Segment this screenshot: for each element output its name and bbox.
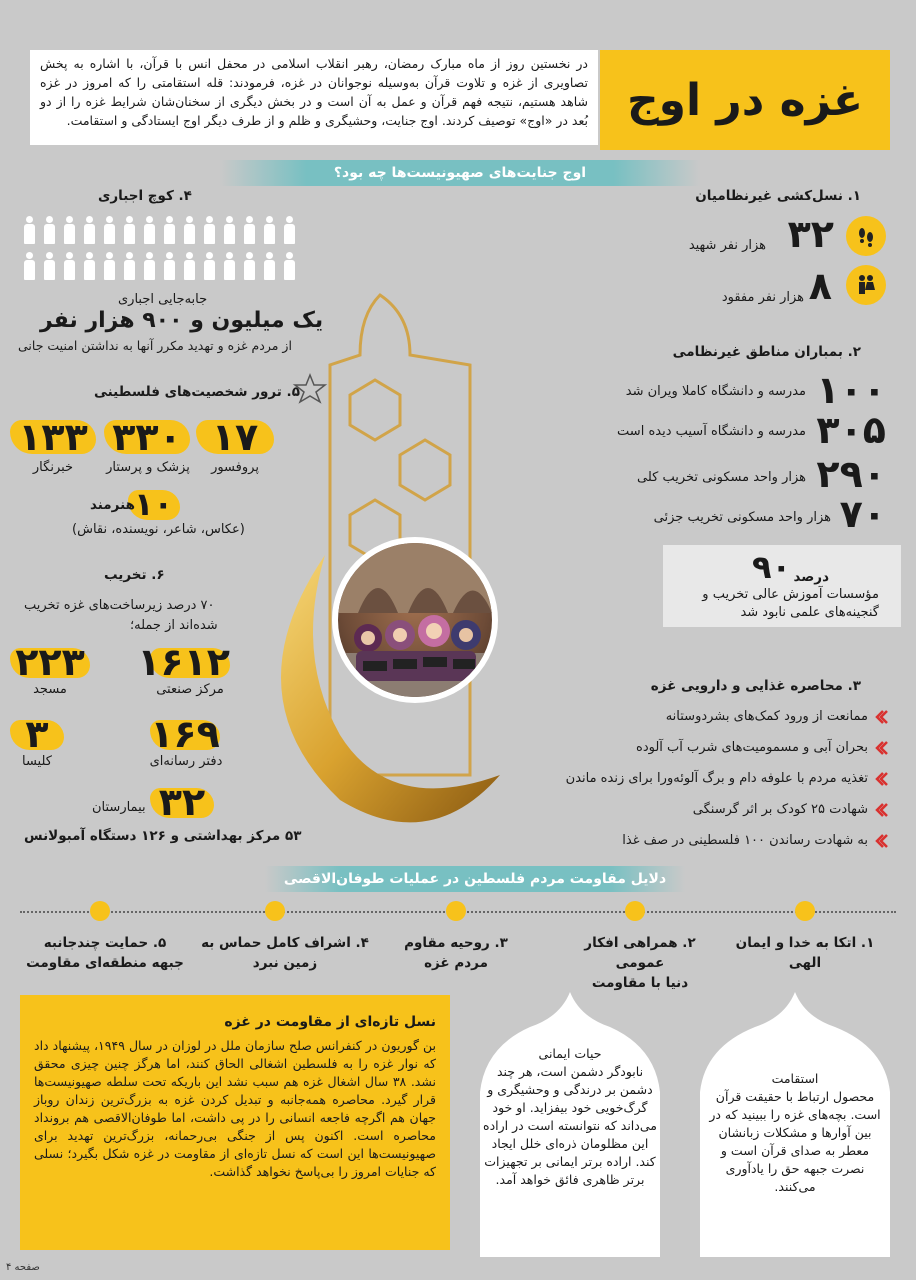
section6-title: ۶. تخریب — [104, 567, 165, 583]
footprints-icon — [846, 216, 886, 256]
timeline-dot — [265, 901, 285, 921]
person-icon — [242, 252, 256, 280]
chevron-left-icon — [874, 710, 888, 724]
infrastructure-line1: ۷۰ درصد زیرساخت‌های غزه تخریب — [24, 598, 215, 613]
person-icon — [122, 216, 136, 244]
person-icon — [222, 252, 236, 280]
displacement-caption: جابه‌جایی اجباری — [118, 292, 208, 307]
reason-1-line1: ۱. اتکا به خدا و ایمان — [735, 935, 875, 951]
higher-education-percent: ۹۰ — [751, 548, 791, 586]
chevron-left-icon — [874, 834, 888, 848]
higher-education-box — [663, 545, 901, 627]
industrial-centers-label: مرکز صنعتی — [156, 682, 224, 697]
timeline-dot — [795, 901, 815, 921]
destroyed-schools-label: مدرسه و دانشگاه کاملا ویران شد — [625, 384, 806, 399]
partial-destruction-label: هزار واحد مسکونی تخریب جزئی — [653, 510, 831, 525]
medics-number: ۳۳۰ — [112, 415, 182, 459]
artists-label: هنرمند — [90, 497, 135, 513]
blockade-list — [566, 701, 888, 856]
churches-label: کلیسا — [22, 754, 52, 769]
steadfastness-body: محصول ارتباط با حقیقت قرآن است. بچه‌های غزه را ببینید که در بین آوارها و مشکلات زبانشان معطر به صدای قرآن است و نصرت جبهه حق را یادآوری می‌کنند. — [709, 1089, 881, 1194]
faith-life-text — [482, 1045, 658, 1189]
higher-education-line1: مؤسسات آموزش عالی تخریب و — [702, 587, 879, 602]
person-icon — [22, 216, 36, 244]
person-icon — [202, 216, 216, 244]
new-generation-box — [20, 995, 450, 1250]
faith-life-title: حیات ایمانی — [538, 1046, 602, 1061]
chevron-left-icon — [874, 803, 888, 817]
higher-education-line2: گنجینه‌های علمی نابود شد — [740, 605, 879, 620]
section2-title: ۲. بمباران مناطق غیرنظامی — [672, 344, 861, 360]
chevron-left-icon — [874, 772, 888, 786]
list-item — [566, 732, 888, 763]
section4-title: ۴. کوچ اجباری — [98, 188, 192, 204]
reason-3-line1: ۳. روحیه مقاوم — [404, 935, 508, 951]
journalists-number: ۱۳۳ — [18, 415, 88, 459]
chevron-left-icon — [874, 741, 888, 755]
martyrs-label: هزار نفر شهید — [688, 238, 766, 253]
artists-detail: (عکاس، شاعر، نویسنده، نقاش) — [72, 522, 245, 537]
person-icon — [82, 216, 96, 244]
blockade-item-4: شهادت ۲۵ کودک بر اثر گرسنگی — [692, 802, 868, 817]
reason-5-line1: ۵. حمایت چندجانبه — [43, 935, 167, 951]
professors-label: پروفسور — [211, 460, 259, 475]
list-item — [566, 763, 888, 794]
infrastructure-line2: شده‌اند از جمله؛ — [130, 618, 218, 633]
resistance-ribbon: دلایل مقاومت مردم فلسطین در عملیات طوفان‌الاقصی — [265, 866, 685, 892]
section3-title: ۳. محاصره غذایی و دارویی غزه — [650, 678, 861, 694]
person-icon — [282, 216, 296, 244]
section5-title: ۵. ترور شخصیت‌های فلسطینی — [94, 384, 300, 400]
martyrs-number: ۳۲ — [787, 212, 834, 256]
person-icon — [202, 252, 216, 280]
reason-3-line2: مردم غزه — [424, 955, 488, 971]
person-icon — [102, 252, 116, 280]
new-generation-title: نسل تازه‌ای از مقاومت در غزه — [224, 1014, 436, 1030]
person-icon — [162, 252, 176, 280]
reason-5 — [20, 933, 190, 973]
page-title: غزه در اوج — [600, 50, 890, 150]
reason-4-line2: زمین نبرد — [252, 955, 318, 971]
steadfastness-text — [706, 1070, 884, 1196]
reason-4 — [200, 933, 370, 973]
people-icon — [846, 265, 886, 305]
reason-1-line2: الهی — [788, 955, 822, 971]
professors-number: ۱۷ — [211, 415, 259, 459]
blockade-item-2: بحران آبی و مسمومیت‌های شرب آب آلوده — [636, 740, 868, 755]
person-icon — [142, 252, 156, 280]
timeline-dot — [446, 901, 466, 921]
person-icon — [262, 252, 276, 280]
person-icon — [42, 252, 56, 280]
timeline-dot — [625, 901, 645, 921]
journalists-label: خبرنگار — [32, 460, 74, 475]
medics-label: پزشک و پرستار — [106, 460, 190, 475]
photo-girls-reading-quran — [332, 537, 498, 703]
person-icon — [262, 216, 276, 244]
displaced-count: یک میلیون و ۹۰۰ هزار نفر — [40, 308, 324, 333]
partial-destruction-number: ۷۰ — [839, 492, 886, 536]
destroyed-schools-number: ۱۰۰ — [816, 368, 886, 412]
hospitals-number: ۳۲ — [158, 780, 206, 824]
displacement-detail: از مردم غزه و تهدید مکرر آنها به نداشتن امنیت جانی — [18, 338, 292, 353]
higher-education-unit: درصد — [793, 569, 829, 585]
reason-2-line1: ۲. همراهی افکار عمومی — [584, 935, 696, 971]
person-icon — [62, 252, 76, 280]
mosques-label: مسجد — [33, 682, 67, 697]
reason-3 — [396, 933, 516, 973]
damaged-schools-label: مدرسه و دانشگاه آسیب دیده است — [617, 424, 806, 439]
hospitals-label: بیمارستان — [92, 800, 146, 815]
person-icon — [22, 252, 36, 280]
missing-label: هزار نفر مفقود — [721, 290, 804, 305]
displaced-people-grid — [16, 216, 296, 280]
total-destruction-number: ۲۹۰ — [816, 452, 886, 496]
reason-2-line2: دنیا با مقاومت — [591, 975, 689, 991]
reason-4-line1: ۴. اشراف کامل حماس به — [201, 935, 369, 951]
faith-life-body: نابودگر دشمن است، هر چند دشمن بر درندگی و وحشیگری و گرگ‌خویی خود بیفزاید. او خود می‌داند که نتوانسته است در اراده این مظلومان ذره‌ای خلل ایجاد کند. اراده برتر ایمانی بر تجهیزات برتر ظاهری فائق خواهد آمد. — [483, 1064, 657, 1187]
person-icon — [222, 216, 236, 244]
new-generation-body: بن گوریون در کنفرانس صلح سازمان ملل در لوزان در سال ۱۹۴۹، پیشنهاد داد که نوار غزه را به فلسطین اشغالی الحاق کنند، اما هرگز چنین چیزی محقق نشد. ۳۸ سال اشغال غزه هم سبب نشد این باریکه تحت سلطه صهیونیست‌ها قرار گیرد. محاصره همه‌جانبه و تبدیل کردن غزه به بزرگ‌ترین زندان روباز جهان هم اگرچه فاجعه انسانی را در پی داشت، اما طوفان‌الاقصی هم برونداد محاصره است. اکنون پس از جنگی بی‌رحمانه، بزرگ‌ترین تهدید برای صهیونیست‌ها این است که نسل تازه‌ای از مقاومت در غزه شکل بگیرد؛ نسلی که جنایات امروز را بی‌پاسخ نخواهد گذاشت. — [34, 1038, 436, 1179]
person-icon — [82, 252, 96, 280]
person-icon — [182, 252, 196, 280]
reason-2 — [560, 933, 720, 993]
industrial-centers-number: ۱۶۱۲ — [137, 640, 230, 684]
list-item — [566, 825, 888, 856]
blockade-item-3: تغذیه مردم با علوفه دام و برگ آلوئه‌ورا برای زنده ماندن — [565, 771, 868, 786]
media-offices-number: ۱۶۹ — [150, 712, 220, 756]
reason-1 — [735, 933, 875, 973]
blockade-item-1: ممانعت از ورود کمک‌های بشردوستانه — [665, 709, 868, 724]
damaged-schools-number: ۳۰۵ — [816, 408, 886, 452]
missing-number: ۸ — [808, 264, 832, 308]
list-item — [566, 794, 888, 825]
person-icon — [182, 216, 196, 244]
total-destruction-label: هزار واحد مسکونی تخریب کلی — [637, 470, 806, 485]
section1-title: ۱. نسل‌کشی غیرنظامیان — [695, 188, 861, 204]
person-icon — [62, 216, 76, 244]
page-number: صفحه ۴ — [6, 1262, 40, 1273]
steadfastness-title: استقامت — [771, 1071, 819, 1086]
health-centers-line: ۵۳ مرکز بهداشتی و ۱۲۶ دستگاه آمبولانس — [24, 828, 302, 844]
churches-number: ۳ — [25, 712, 49, 756]
person-icon — [162, 216, 176, 244]
person-icon — [102, 216, 116, 244]
timeline-dot — [90, 901, 110, 921]
reason-5-line2: جبهه منطقه‌ای مقاومت — [26, 955, 184, 971]
artists-number: ۱۰ — [134, 485, 174, 523]
crimes-ribbon: اوج جنایت‌های صهیونیست‌ها چه بود؟ — [220, 160, 700, 186]
list-item — [566, 701, 888, 732]
person-icon — [42, 216, 56, 244]
person-icon — [282, 252, 296, 280]
blockade-item-5: به شهادت رساندن ۱۰۰ فلسطینی در صف غذا — [622, 833, 868, 848]
media-offices-label: دفتر رسانه‌ای — [149, 754, 223, 769]
person-icon — [242, 216, 256, 244]
intro-text: در نخستین روز از ماه مبارک رمضان، رهبر انقلاب اسلامی در محفل انس با قرآن، با اشاره به پخش تصاویری از غزه و تلاوت قرآن به‌وسیله نوجوانان در غزه، فرمودند: قله استقامتی را که امروز در غزه شاهد هستیم، نتیجه فهم قرآن و عمل به آن است و در بخش دیگری از سخنان‌شان شرایط غزه را از دو بُعد در «اوج» توصیف کردند. اوج جنایت، وحشیگری و ظلم و از طرف دیگر اوج ایستادگی و استقامت. — [30, 50, 598, 145]
mosques-number: ۲۲۳ — [15, 640, 85, 684]
person-icon — [142, 216, 156, 244]
person-icon — [122, 252, 136, 280]
